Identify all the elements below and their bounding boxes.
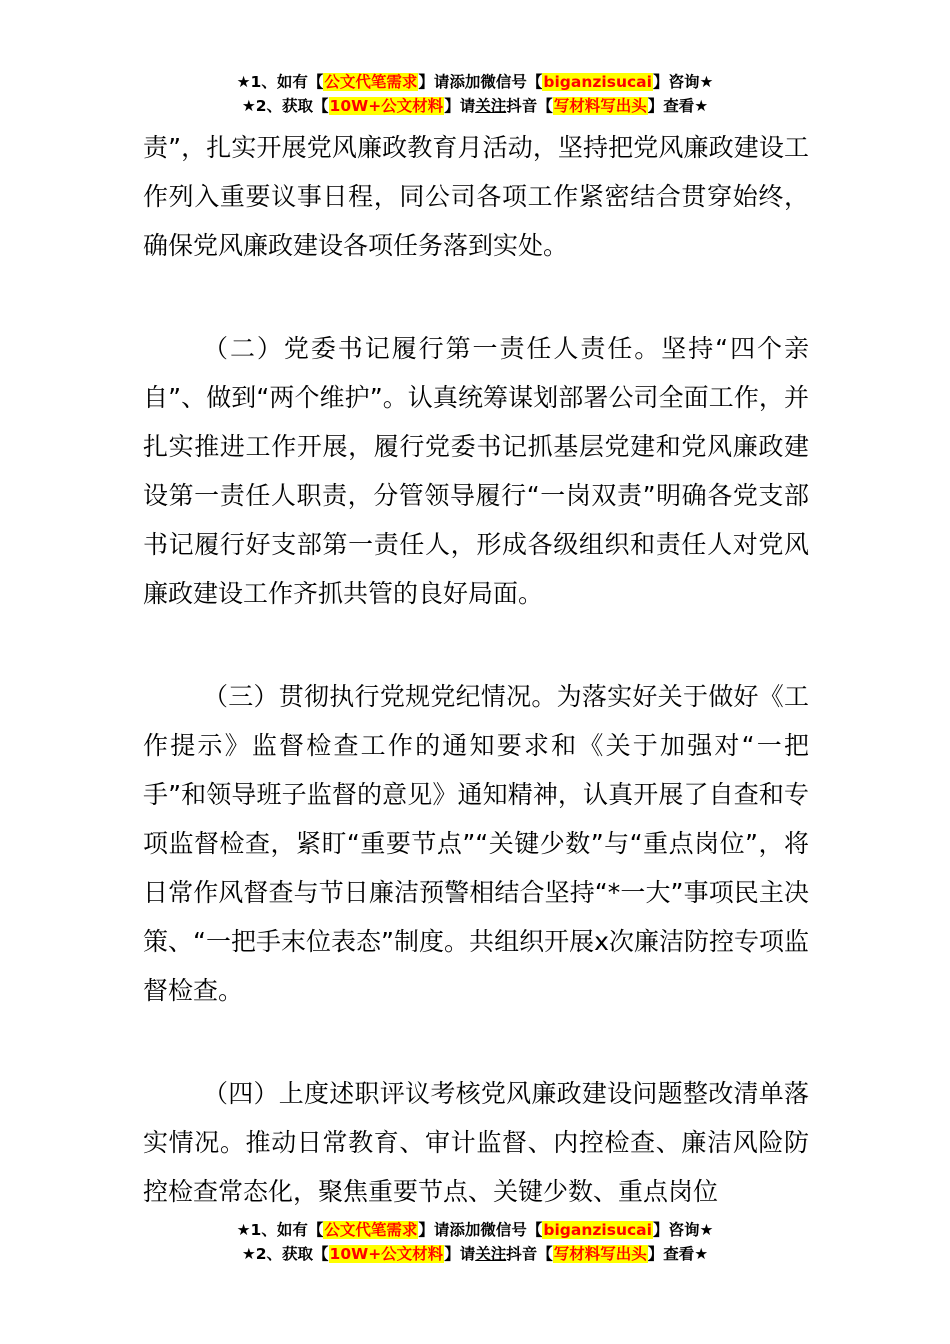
document-body xyxy=(143,123,809,1216)
banner-text: 】请 xyxy=(418,73,450,91)
banner-line-1 xyxy=(0,70,950,94)
highlight-text: 公文代笔需求 xyxy=(324,73,418,91)
douyin-account: 写材料写出头 xyxy=(553,97,647,115)
wechat-id: biganzisucai xyxy=(543,1221,652,1239)
footer-banner xyxy=(0,1218,950,1266)
banner-line-2 xyxy=(0,94,950,118)
paragraph-2: （二）党委书记履行第一责任人责任。坚持“四个亲自”、做到“两个维护”。认真统筹谋划部署公司全面工作，并扎实推进工作开展，履行党委书记抓基层党建和党风廉政建设第一责任人职责，分管领导履行“一岗双责”明确各党支部书记履行好支部第一责任人，形成各级组织和责任人对党风廉政建设工作齐抓共管的良好局面。 xyxy=(143,334,809,608)
paragraph-1: 责”，扎实开展党风廉政教育月活动，坚持把党风廉政建设工作列入重要议事日程，同公司各项工作紧密结合贯穿始终，确保党风廉政建设各项任务落到实处。 xyxy=(143,133,809,260)
paragraph-4: （四）上度述职评议考核党风廉政建设问题整改清单落实情况。推动日常教育、审计监督、内控检查、廉洁风险防控检查常态化，聚焦重要节点、关键少数、重点岗位 xyxy=(143,1079,809,1206)
banner-text: 微信号【 xyxy=(480,1221,543,1239)
banner-text: 关注 xyxy=(475,1245,507,1263)
banner-text: 】请 xyxy=(444,97,476,115)
banner-line-2 xyxy=(0,1242,950,1266)
douyin-account: 写材料写出头 xyxy=(553,1245,647,1263)
highlight-text: 10W+公文材料 xyxy=(329,1245,444,1263)
banner-text: 】查看★ xyxy=(647,97,709,115)
highlight-text: 公文代笔需求 xyxy=(324,1221,418,1239)
banner-text: 】咨询★ xyxy=(652,1221,714,1239)
banner-text: ★1、如有【 xyxy=(236,1221,324,1239)
banner-text: ★1、如有【 xyxy=(236,73,324,91)
banner-text: 】咨询★ xyxy=(652,73,714,91)
banner-text: 关注 xyxy=(475,97,507,115)
banner-text: 】请 xyxy=(444,1245,476,1263)
wechat-id: biganzisucai xyxy=(543,73,652,91)
banner-text: 微信号【 xyxy=(480,73,543,91)
banner-text: 】查看★ xyxy=(647,1245,709,1263)
banner-text: 添加 xyxy=(449,1221,481,1239)
header-banner xyxy=(0,70,950,118)
banner-text: 】请 xyxy=(418,1221,450,1239)
banner-text: 抖音【 xyxy=(506,97,553,115)
banner-text: ★2、获取【 xyxy=(241,1245,329,1263)
banner-text: 抖音【 xyxy=(506,1245,553,1263)
highlight-text: 10W+公文材料 xyxy=(329,97,444,115)
banner-text: ★2、获取【 xyxy=(241,97,329,115)
banner-text: 添加 xyxy=(449,73,481,91)
paragraph-3: （三）贯彻执行党规党纪情况。为落实好关于做好《工作提示》监督检查工作的通知要求和《关于加强对“一把手”和领导班子监督的意见》通知精神，认真开展了自查和专项监督检查，紧盯“重要节点”“关键少数”与“重点岗位”，将日常作风督查与节日廉洁预警相结合坚持“*一大”事项民主决策、“一把手末位表态”制度。共组织开展x次廉洁防控专项监督检查。 xyxy=(143,682,809,1005)
banner-line-1 xyxy=(0,1218,950,1242)
